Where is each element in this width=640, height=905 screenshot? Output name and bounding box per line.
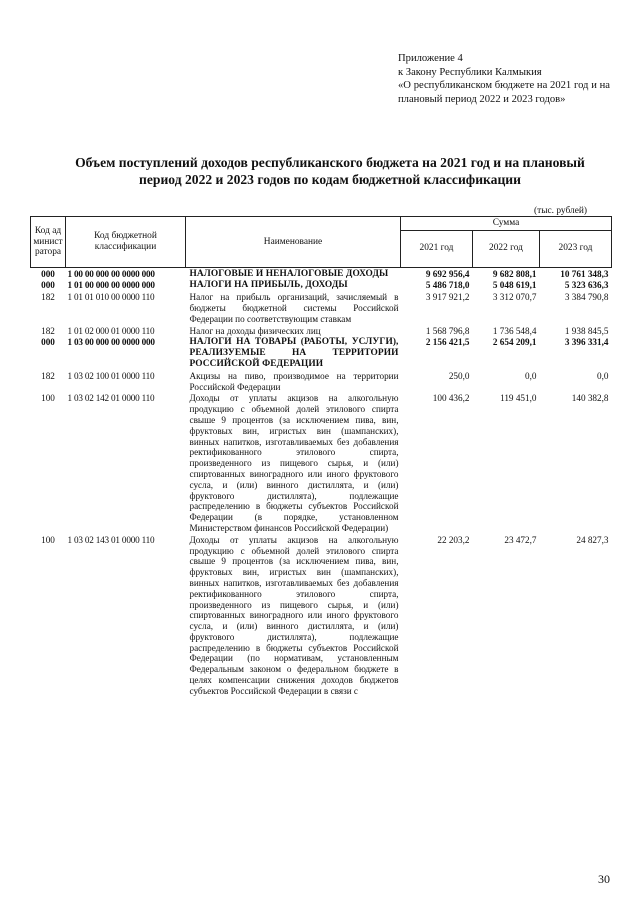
header-name: Наименование	[186, 217, 401, 268]
cell-admin-code: 182	[41, 370, 55, 381]
appendix-line: к Закону Республики Калмыкия	[398, 66, 542, 78]
header-admin-code: Код администратора	[31, 217, 66, 268]
cell-admin-code: 182	[41, 292, 55, 303]
cell-name: НАЛОГИ НА ТОВАРЫ (РАБОТЫ, УСЛУГИ), РЕАЛИЗУЕМЫЕ НА ТЕРРИТОРИИ РОССИЙСКОЙ ФЕДЕРАЦИИ	[189, 337, 399, 369]
table-row	[31, 370, 612, 393]
cell-budget-code: 1 01 00 000 00 0000 000	[67, 280, 155, 291]
cell-2023: 0,0	[597, 370, 609, 381]
cell-name: Доходы от уплаты акцизов на алкогольную продукцию с объемной долей этилового спирта свыше 9 процентов (за исключением пива, вин, фруктовых вин, игристых вин (шампанских), винных напитков, изготавливаемых без добавления ректификованного этилового спирта, произведенного из пищевого сырья, и (или) спиртованных виноградного или иного фруктового сусла, и (или) винного дистиллята, и (или) фруктового дистиллята), подлежащие распределению в бюджеты субъектов Российской Федерации (в порядке, установленном Министерством финансов Российской Федерации)	[189, 393, 399, 533]
appendix-line: Приложение 4	[398, 53, 463, 64]
page-number: 30	[598, 872, 610, 886]
cell-name: Налог на доходы физических лиц	[189, 325, 321, 336]
header-2022: 2022 год	[473, 230, 540, 267]
table-row	[31, 279, 612, 291]
cell-budget-code: 1 01 02 000 01 0000 110	[67, 325, 155, 336]
cell-admin-code: 000	[41, 268, 55, 279]
cell-2021: 2 156 421,5	[425, 337, 470, 348]
document-title: Объем поступлений доходов республиканского бюджета на 2021 год и на плановый период 2022 и 2023 годов по кодам бюджетной классификации	[75, 155, 585, 187]
cell-name: Налог на прибыль организаций, зачисляемый в бюджеты бюджетной системы Российской Федерации по соответствующим ставкам	[189, 292, 399, 324]
cell-name: НАЛОГИ НА ПРИБЫЛЬ, ДОХОДЫ	[189, 280, 348, 291]
cell-2022: 3 312 070,7	[492, 292, 537, 303]
cell-2023: 5 323 636,3	[564, 280, 609, 291]
appendix-line: «О республиканском бюджете на 2021 год и на плановый период 2022 и 2023 годов»	[398, 80, 610, 105]
table-row	[31, 325, 612, 337]
cell-name: Доходы от уплаты акцизов на алкогольную продукцию с объемной долей этилового спирта свыше 9 процентов (за исключением пива, вин, фруктовых вин, игристых вин (шампанских), винных напитков, изготавливаемых без добавления ректификованного этилового спирта, произведенного из пищевого сырья, и (или) спиртованных виноградного или иного фруктового сусла, и (или) винного дистиллята, и (или) фруктового дистиллята), подлежащие распределению в бюджеты субъектов Российской Федерации (по нормативам, установленным Федеральным законом о федеральном бюджете в целях компенсации снижения доходов бюджетов субъектов Российской Федерации в связи с	[189, 534, 399, 696]
cell-2022: 1 736 548,4	[492, 325, 537, 336]
cell-2021: 250,0	[448, 370, 470, 381]
cell-2022: 2 654 209,1	[492, 337, 537, 348]
cell-2021: 100 436,2	[432, 393, 470, 404]
table-row	[31, 534, 612, 697]
cell-2021: 22 203,2	[437, 534, 470, 545]
header-budget-code: Код бюджетной классификации	[66, 217, 186, 268]
table-body	[31, 267, 612, 697]
table-row	[31, 267, 612, 279]
appendix-note	[398, 52, 610, 106]
cell-budget-code: 1 03 02 143 01 0000 110	[67, 534, 155, 545]
cell-2023: 24 827,3	[576, 534, 609, 545]
cell-budget-code: 1 03 02 142 01 0000 110	[67, 393, 155, 404]
cell-2021: 5 486 718,0	[425, 280, 470, 291]
cell-2021: 1 568 796,8	[425, 325, 470, 336]
table-row	[31, 291, 612, 324]
cell-2023: 1 938 845,5	[564, 325, 609, 336]
cell-name: Акцизы на пиво, производимое на территории Российской Федерации	[189, 370, 399, 392]
table-row	[31, 392, 612, 533]
header-2021: 2021 год	[401, 230, 473, 267]
cell-admin-code: 000	[41, 280, 55, 291]
cell-2021: 9 692 956,4	[425, 268, 470, 279]
cell-admin-code: 182	[41, 325, 55, 336]
cell-2023: 3 384 790,8	[564, 292, 609, 303]
cell-budget-code: 1 01 01 010 00 0000 110	[67, 292, 155, 303]
cell-2023: 10 761 348,3	[560, 268, 609, 279]
cell-admin-code: 000	[41, 337, 55, 348]
cell-name: НАЛОГОВЫЕ И НЕНАЛОГОВЫЕ ДОХОДЫ	[189, 268, 389, 279]
cell-2022: 23 472,7	[504, 534, 537, 545]
cell-budget-code: 1 03 02 100 01 0000 110	[67, 370, 155, 381]
cell-2022: 119 451,0	[500, 393, 537, 404]
cell-2023: 140 382,8	[571, 393, 609, 404]
cell-2022: 5 048 619,1	[492, 280, 537, 291]
cell-2021: 3 917 921,2	[425, 292, 470, 303]
cell-budget-code: 1 00 00 000 00 0000 000	[67, 268, 155, 279]
table-row	[31, 336, 612, 369]
unit-label: (тыс. рублей)	[534, 206, 588, 216]
cell-admin-code: 100	[41, 534, 55, 545]
cell-2023: 3 396 331,4	[564, 337, 609, 348]
cell-2022: 9 682 808,1	[492, 268, 537, 279]
cell-2022: 0,0	[525, 370, 537, 381]
cell-admin-code: 100	[41, 393, 55, 404]
revenue-table	[30, 216, 612, 697]
header-sum: Сумма	[401, 217, 612, 231]
cell-budget-code: 1 03 00 000 00 0000 000	[67, 337, 155, 348]
header-2023: 2023 год	[540, 230, 612, 267]
